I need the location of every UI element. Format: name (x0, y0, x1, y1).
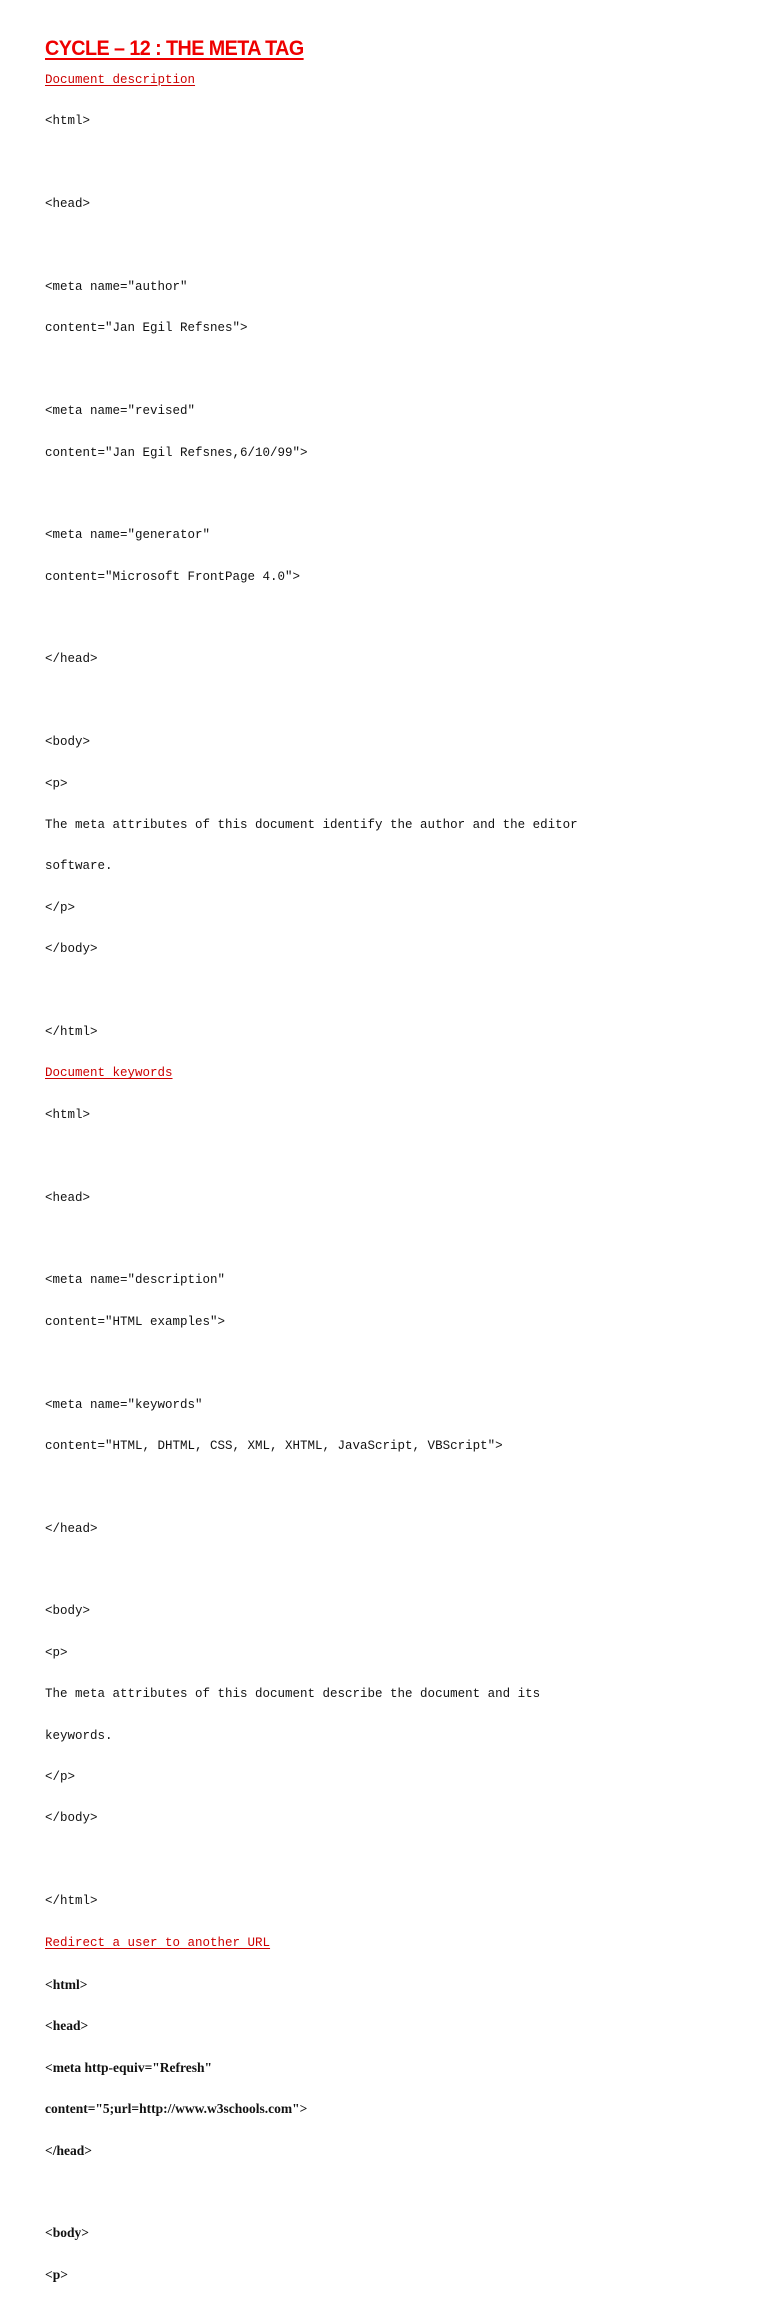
code-line: </p> (45, 1770, 76, 1785)
code-line: <meta http-equiv="Refresh" (45, 2059, 212, 2075)
section-document-keywords (45, 1067, 735, 1936)
code-line (45, 612, 735, 626)
code-line: content="Jan Egil Refsnes,6/10/99"> (45, 445, 308, 460)
code-line: </body> (45, 942, 98, 957)
code-line: The meta attributes of this document describe the document and its (45, 1687, 541, 1702)
section-document-description (45, 74, 735, 1067)
code-line: </head> (45, 652, 98, 667)
code-line (45, 1150, 735, 1164)
code-line: content="Microsoft FrontPage 4.0"> (45, 569, 301, 584)
code-line: <meta name="keywords" (45, 1397, 203, 1412)
code-line (45, 985, 735, 999)
code-line (45, 488, 735, 502)
code-line: <head> (45, 1190, 91, 1205)
code-line: </head> (45, 2142, 92, 2158)
document-page (45, 36, 735, 2309)
code-line: keywords. (45, 1728, 113, 1743)
code-line: <head> (45, 2018, 89, 2034)
code-line: <p> (45, 776, 68, 791)
section-heading: Document keywords (45, 1066, 173, 1081)
code-line: <html> (45, 1107, 91, 1122)
code-line (45, 1564, 735, 1578)
section-redirect-user (45, 1937, 735, 2309)
code-line: </head> (45, 1521, 98, 1536)
code-line: <head> (45, 197, 91, 212)
code-line: <meta name="description" (45, 1273, 226, 1288)
code-line: content="Jan Egil Refsnes"> (45, 321, 248, 336)
code-line: <body> (45, 735, 91, 750)
code-line: <p> (45, 1645, 68, 1660)
code-line: </p> (45, 900, 76, 915)
code-line (45, 1481, 735, 1495)
section-heading: Document description (45, 73, 196, 87)
code-line: <meta name="revised" (45, 404, 196, 419)
code-line (45, 695, 735, 709)
code-line: <body> (45, 1604, 91, 1619)
code-line: content="HTML examples"> (45, 1314, 226, 1329)
code-line (45, 157, 735, 171)
code-line (45, 240, 735, 254)
code-block (45, 1081, 735, 1936)
code-line: content="HTML, DHTML, CSS, XML, XHTML, JavaScript, VBScript"> (45, 1438, 503, 1453)
code-block (45, 1950, 735, 2309)
code-line: <meta name="author" (45, 279, 188, 294)
code-line: <html> (45, 1976, 88, 1992)
code-line: </html> (45, 1024, 98, 1039)
code-line: <meta name="generator" (45, 528, 211, 543)
code-line: software. (45, 859, 113, 874)
code-line (45, 2185, 735, 2199)
code-line: </html> (45, 1894, 98, 1909)
code-line: </body> (45, 1811, 98, 1826)
code-line (45, 1854, 735, 1868)
code-line (45, 364, 735, 378)
code-line (45, 1233, 735, 1247)
page-title: CYCLE – 12 : THE META TAG (45, 37, 304, 60)
code-line: <p> (45, 2266, 68, 2282)
section-heading: Redirect a user to another URL (45, 1935, 271, 1950)
code-line: The meta attributes of this document identify the author and the editor (45, 818, 578, 833)
code-block (45, 88, 735, 1068)
code-line: <body> (45, 2225, 89, 2241)
code-line: content="5;url=http://www.w3schools.com"> (45, 2101, 308, 2117)
code-line: <html> (45, 114, 91, 129)
code-line (45, 1357, 735, 1371)
